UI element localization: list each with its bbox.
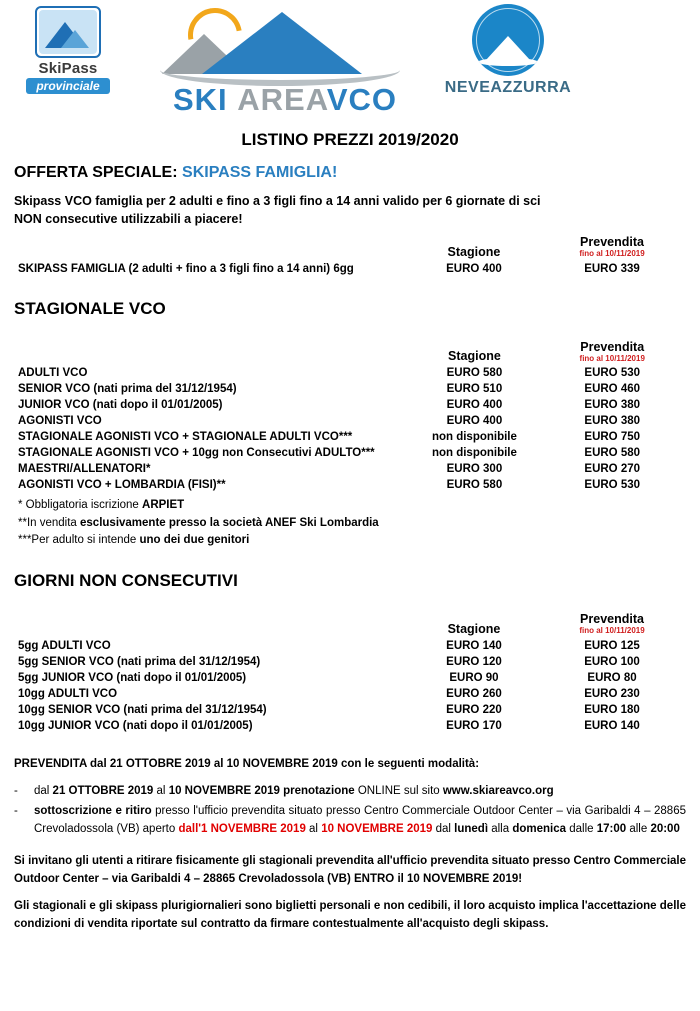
table-row xyxy=(14,261,686,277)
bullet-online-text xyxy=(34,783,686,801)
row-prevendita: EURO 270 xyxy=(584,463,641,476)
col-header-prevendita-sub: fino al 10/11/2019 xyxy=(579,249,645,259)
row-label: 5gg SENIOR VCO (nati prima del 31/12/1954) xyxy=(18,655,261,668)
row-stagione: EURO 260 xyxy=(446,687,502,700)
col-header-prevendita-sub: fino al 10/11/2019 xyxy=(579,353,645,363)
mountain-circle-icon xyxy=(472,4,544,76)
stagionale-price-table xyxy=(14,325,686,494)
row-prevendita: EURO 125 xyxy=(584,639,640,652)
bullet2-t3: dal xyxy=(435,822,455,835)
row-label: JUNIOR VCO (nati dopo il 01/01/2005) xyxy=(18,399,223,412)
table-row xyxy=(14,638,686,654)
row-stagione: EURO 400 xyxy=(446,262,502,275)
offerta-highlight: SKIPASS FAMIGLIA! xyxy=(182,164,338,181)
mountain-sun-icon xyxy=(150,2,420,88)
row-label: 10gg ADULTI VCO xyxy=(18,687,118,700)
table-row xyxy=(14,429,686,445)
note-item xyxy=(18,515,686,532)
section-title-stagionale: STAGIONALE VCO xyxy=(14,298,166,318)
row-prevendita: EURO 580 xyxy=(584,447,641,460)
offerta-intro-line1: Skipass VCO famiglia per 2 adulti e fino a 3 figli fino a 14 anni valido per 6 giornate di sci xyxy=(14,194,541,208)
row-label: ADULTI VCO xyxy=(18,367,88,380)
section-title-giorni: GIORNI NON CONSECUTIVI xyxy=(14,571,238,591)
col-header-prevendita-label: Prevendita xyxy=(580,339,645,354)
stagionale-notes xyxy=(14,497,686,549)
row-label: STAGIONALE AGONISTI VCO + STAGIONALE ADULTI VCO*** xyxy=(18,431,353,444)
offerta-separator: : xyxy=(172,164,183,181)
offerta-speciale-heading xyxy=(14,164,686,182)
row-label: 5gg JUNIOR VCO (nati dopo il 01/01/2005) xyxy=(18,671,247,684)
paragraph-ritiro: Si invitano gli utenti a ritirare fisicamente gli stagionali prevendita all'ufficio prevendita situato presso Centro Commerciale Outdoor Center – via Garibaldi 4 – 28865 Crevoladossola (VB) ENTRO il 10 NOVEMBRE 2019! xyxy=(14,854,686,885)
row-stagione: EURO 510 xyxy=(446,383,503,396)
bullet2-t1: presso l'ufficio prevendita situato presso Centro Commerciale Outdoor Center – via Garibaldi 4 – 28865 Crevoladossola (VB) aperto xyxy=(34,805,686,835)
bullet1-t3: ONLINE sul sito xyxy=(357,785,443,798)
bullet2-b5: 20:00 xyxy=(650,822,680,835)
bullet2-t6: alle xyxy=(629,822,651,835)
row-prevendita: EURO 460 xyxy=(584,383,641,396)
row-stagione: non disponibile xyxy=(431,431,517,444)
family-price-table xyxy=(14,234,686,277)
prevendita-bullets xyxy=(14,783,686,838)
row-stagione: EURO 580 xyxy=(446,479,503,492)
table-header-row xyxy=(14,339,686,366)
bullet1-b2: 10 NOVEMBRE 2019 prenotazione xyxy=(168,785,358,798)
bullet2-b4: 17:00 xyxy=(596,822,630,835)
mountain-icon xyxy=(35,6,101,58)
dash-bullet: - xyxy=(14,805,18,818)
document-header xyxy=(0,0,700,130)
note-item xyxy=(18,532,686,549)
row-prevendita: EURO 530 xyxy=(584,367,641,380)
row-stagione: EURO 400 xyxy=(446,415,503,428)
col-header-prevendita-label: Prevendita xyxy=(580,612,644,627)
table-row xyxy=(14,686,686,702)
row-stagione: EURO 90 xyxy=(449,671,499,684)
note-bold: esclusivamente presso la società ANEF Ski Lombardia xyxy=(80,516,379,529)
row-stagione: EURO 170 xyxy=(446,719,502,732)
bullet2-b3: domenica xyxy=(512,822,570,835)
bullet1-t2: al xyxy=(156,785,169,798)
table-header-row xyxy=(14,611,686,638)
row-prevendita: EURO 100 xyxy=(584,655,640,668)
table-row xyxy=(14,413,686,429)
offerta-intro-line2: NON consecutive utilizzabili a piacere! xyxy=(14,212,243,227)
col-header-stagione: Stagione xyxy=(448,349,501,364)
row-stagione: EURO 220 xyxy=(446,703,502,716)
logo-neveazzurra xyxy=(438,4,578,97)
bullet2-b1: sottoscrizione e ritiro xyxy=(34,805,156,818)
giorni-price-table xyxy=(14,597,686,734)
table-row xyxy=(14,477,686,493)
bullet2-t5: dalle xyxy=(569,822,597,835)
paragraph-condizioni: Gli stagionali e gli skipass plurigiornalieri sono biglietti personali e non cedibili, il loro acquisto implica l'accettazione delle condizioni di vendita riportate sul contratto da firmare contestualmente all'acquisto degli skipass. xyxy=(14,900,686,931)
bullet2-b2: lunedì xyxy=(454,822,492,835)
row-prevendita: EURO 380 xyxy=(584,415,641,428)
table-row xyxy=(14,718,686,734)
row-stagione: EURO 400 xyxy=(446,399,503,412)
offerta-label: OFFERTA SPECIALE xyxy=(14,164,173,181)
row-prevendita: EURO 380 xyxy=(584,399,641,412)
row-prevendita: EURO 80 xyxy=(587,671,637,684)
row-stagione: EURO 300 xyxy=(446,463,503,476)
col-header-prevendita-label: Prevendita xyxy=(580,235,644,250)
bullet2-red1: dall'1 NOVEMBRE 2019 xyxy=(178,822,310,835)
table-row xyxy=(14,445,686,461)
note-prefix: * Obbligatoria iscrizione xyxy=(18,499,143,512)
row-prevendita: EURO 140 xyxy=(584,719,640,732)
row-stagione: non disponibile xyxy=(431,447,517,460)
row-stagione: EURO 140 xyxy=(446,639,502,652)
table-header-row xyxy=(14,234,686,261)
logo-skipass-line1: SkiPass xyxy=(38,60,98,77)
logo-neveazzurra-label: NEVEAZZURRA xyxy=(444,79,572,96)
row-stagione: EURO 120 xyxy=(446,655,502,668)
list-item xyxy=(14,803,686,839)
page-title: LISTINO PREZZI 2019/2020 xyxy=(241,130,459,149)
row-label: MAESTRI/ALLENATORI* xyxy=(18,463,151,476)
logo-ski-area-vco xyxy=(150,2,420,118)
row-label: 10gg SENIOR VCO (nati prima del 31/12/1954) xyxy=(18,703,267,716)
note-item xyxy=(18,497,686,514)
note-prefix: ***Per adulto si intende xyxy=(18,533,140,546)
wordmark-area: AREA xyxy=(237,82,327,117)
table-row xyxy=(14,670,686,686)
col-header-stagione: Stagione xyxy=(447,621,501,636)
wordmark-ski: SKI xyxy=(172,82,228,117)
table-row xyxy=(14,654,686,670)
bullet1-b1: 21 OTTOBRE 2019 xyxy=(52,785,157,798)
bullet2-t2: al xyxy=(309,822,322,835)
row-label: SENIOR VCO (nati prima del 31/12/1954) xyxy=(18,383,237,396)
row-prevendita: EURO 530 xyxy=(584,479,641,492)
logo-skipass-provinciale xyxy=(14,6,122,95)
bottom-terms xyxy=(14,756,686,935)
row-prevendita: EURO 180 xyxy=(584,703,640,716)
table-row xyxy=(14,461,686,477)
row-label: AGONISTI VCO xyxy=(18,415,102,428)
offerta-intro xyxy=(14,192,686,228)
row-label: STAGIONALE AGONISTI VCO + 10gg non Consecutivi ADULTO*** xyxy=(18,447,375,460)
note-bold: ARPIET xyxy=(142,499,185,512)
row-stagione: EURO 580 xyxy=(446,367,503,380)
table-row xyxy=(14,397,686,413)
bullet2-t4: alla xyxy=(491,822,513,835)
list-item xyxy=(14,783,686,801)
note-prefix: **In vendita xyxy=(18,516,81,529)
table-row xyxy=(14,365,686,381)
table-row xyxy=(14,381,686,397)
website-link[interactable]: www.skiareavco.org xyxy=(442,785,554,798)
wordmark-vco: VCO xyxy=(326,82,398,117)
bullet1-t1: dal xyxy=(34,785,53,798)
col-header-prevendita xyxy=(538,234,686,261)
row-label: 10gg JUNIOR VCO (nati dopo il 01/01/2005) xyxy=(18,719,253,732)
col-header-prevendita xyxy=(538,611,686,638)
row-label: SKIPASS FAMIGLIA (2 adulti + fino a 3 figli fino a 14 anni) 6gg xyxy=(18,262,354,275)
col-header-stagione: Stagione xyxy=(447,244,501,259)
col-header-prevendita-sub: fino al 10/11/2019 xyxy=(579,626,645,636)
dash-bullet: - xyxy=(14,785,18,798)
row-label: 5gg ADULTI VCO xyxy=(18,639,111,652)
bullet-ufficio-text xyxy=(34,803,686,839)
table-row xyxy=(14,702,686,718)
note-bold: uno dei due genitori xyxy=(139,533,250,546)
row-prevendita: EURO 750 xyxy=(584,431,641,444)
row-prevendita: EURO 230 xyxy=(584,687,640,700)
col-header-prevendita xyxy=(538,339,686,366)
row-prevendita: EURO 339 xyxy=(584,262,640,275)
prevendita-heading: PREVENDITA dal 21 OTTOBRE 2019 al 10 NOVEMBRE 2019 con le seguenti modalità: xyxy=(14,757,480,770)
bullet2-red2: 10 NOVEMBRE 2019 xyxy=(321,822,436,835)
row-label: AGONISTI VCO + LOMBARDIA (FISI)** xyxy=(18,479,226,492)
logo-skipass-line2: provinciale xyxy=(26,78,109,94)
